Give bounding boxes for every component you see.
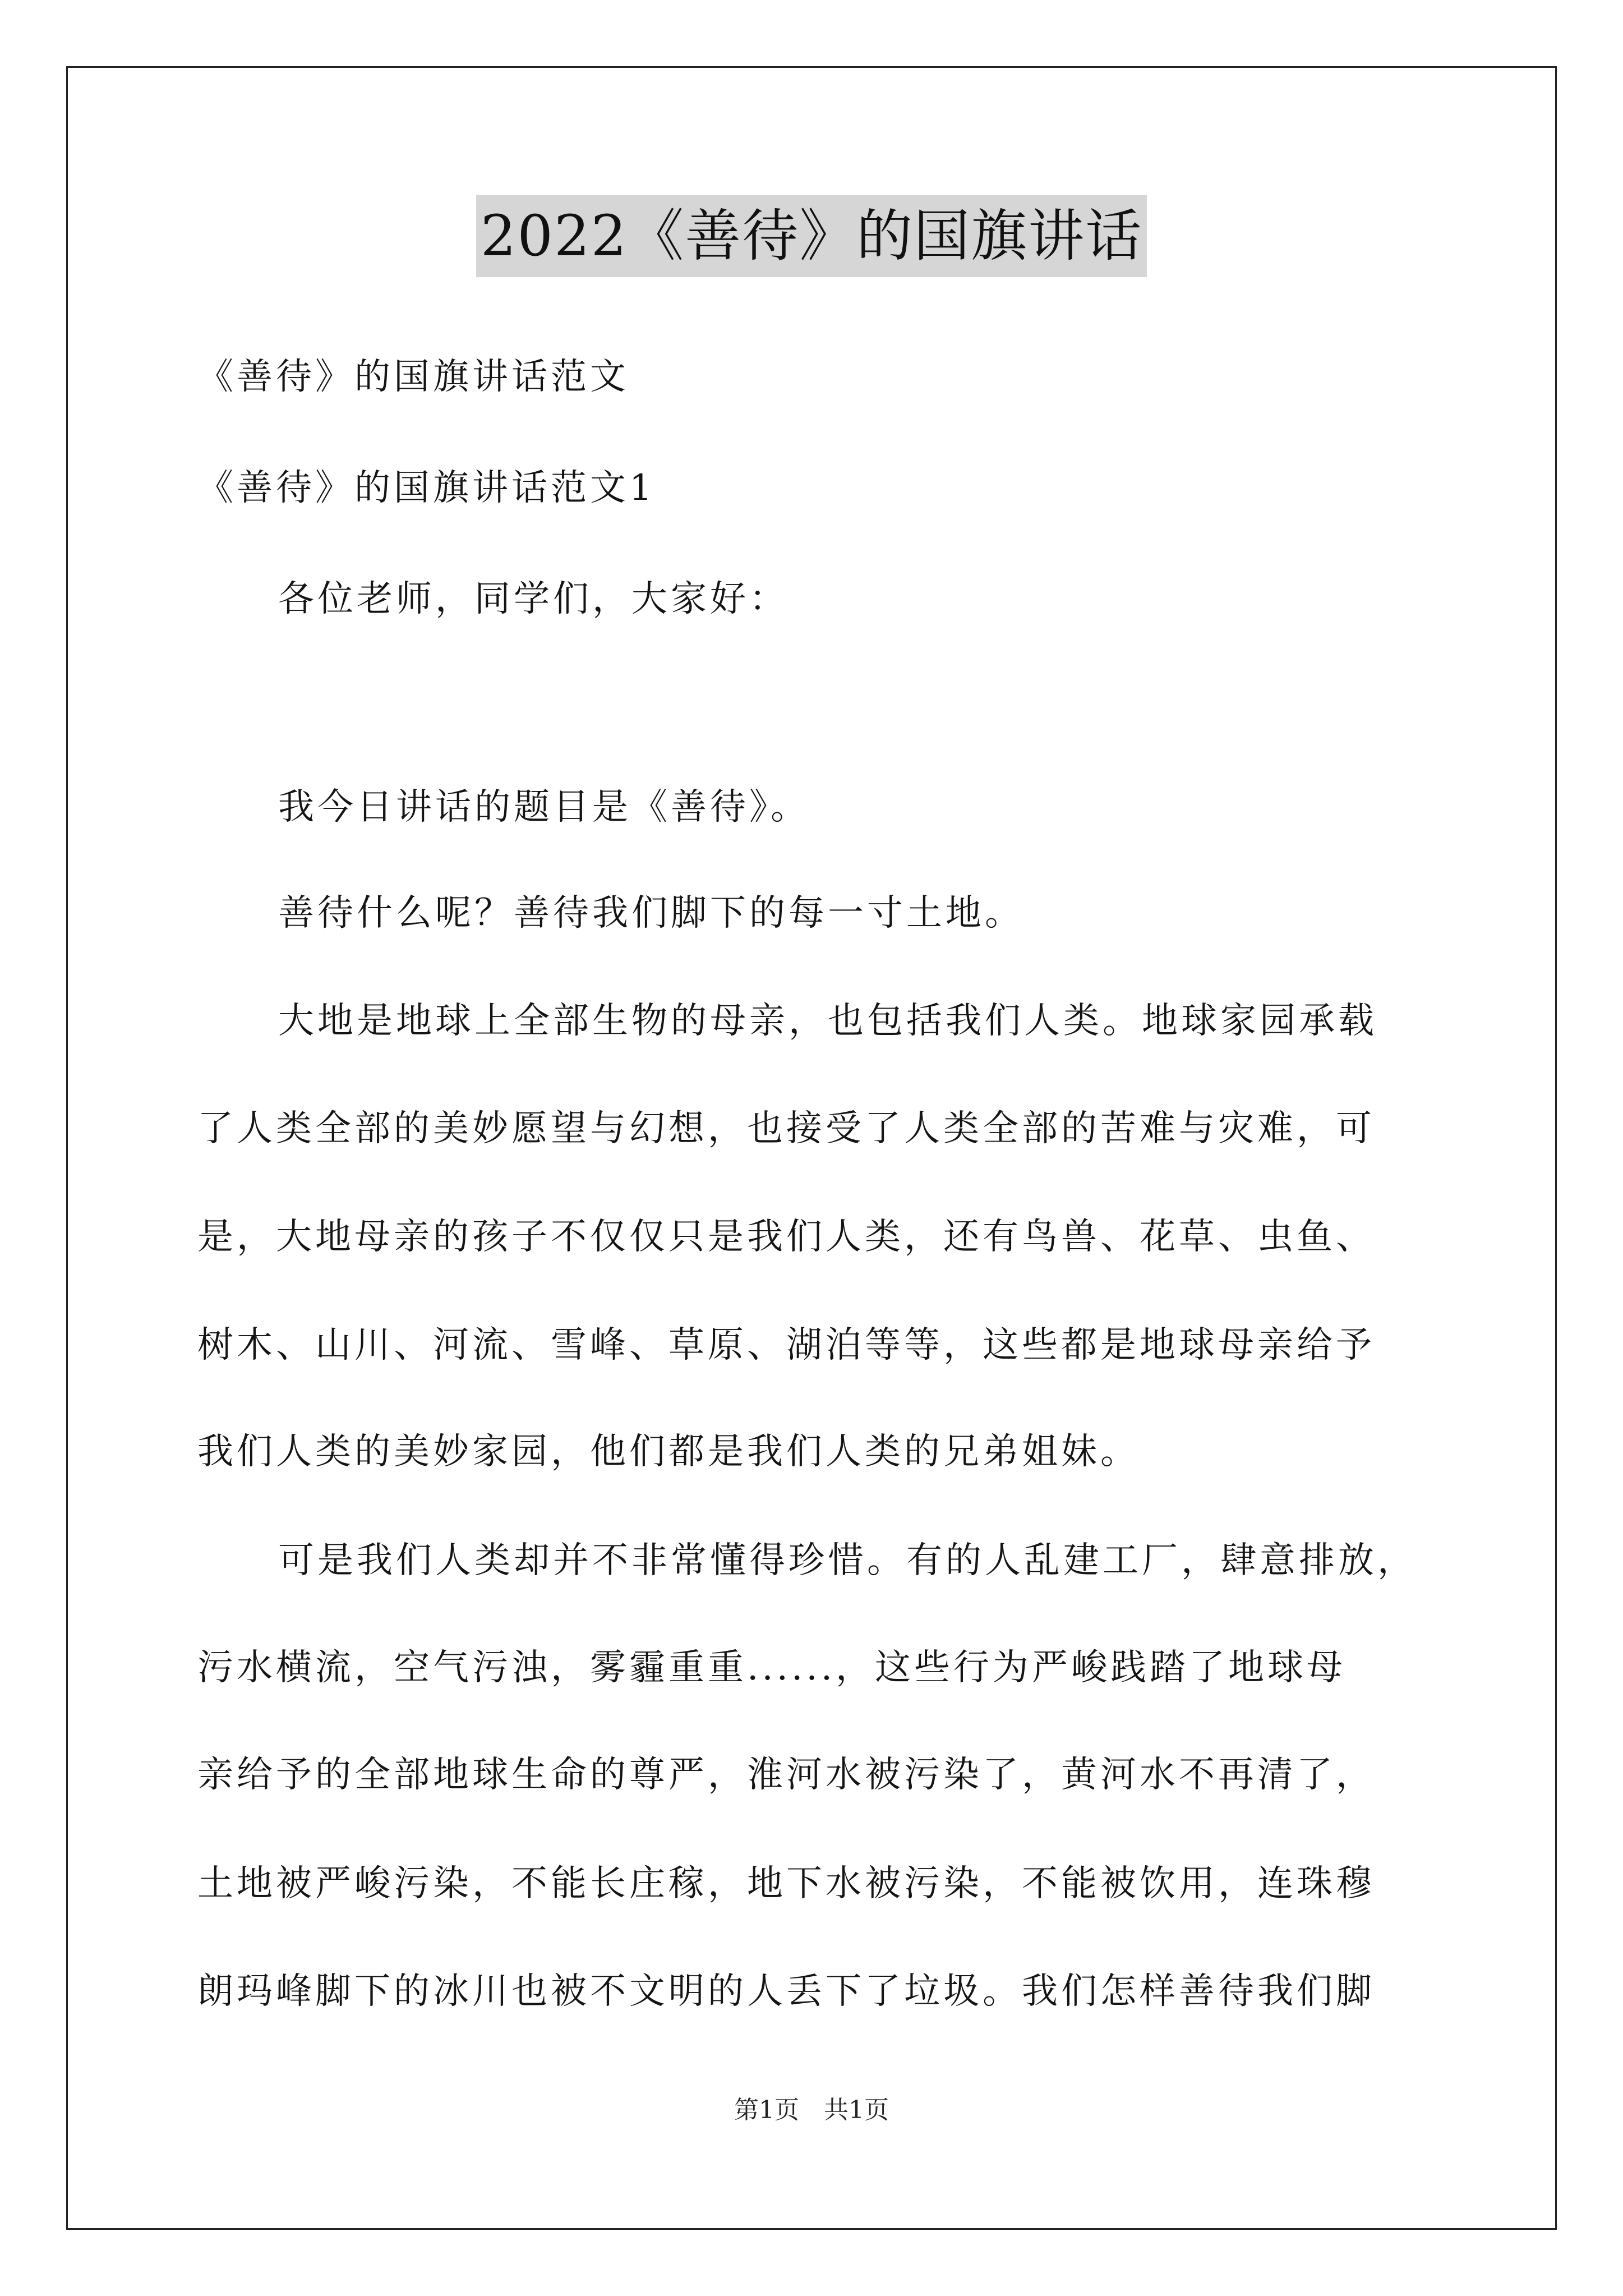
subtitle-line: 《善待》的国旗讲话范文1 [197, 467, 656, 509]
paragraph-line: 我们人类的美妙家园，他们都是我们人类的兄弟姐妹。 [197, 1431, 1140, 1473]
paragraph-line: 我今日讲话的题目是《善待》。 [278, 786, 810, 828]
paragraph-line: 是，大地母亲的孩子不仅仅只是我们人类，还有鸟兽、花草、虫鱼、 [197, 1216, 1375, 1258]
document-title: 2022《善待》的国旗讲话 [476, 195, 1147, 277]
paragraph-line: 了人类全部的美妙愿望与幻想，也接受了人类全部的苦难与灾难，可 [197, 1108, 1375, 1149]
greeting-line: 各位老师，同学们，大家好： [278, 578, 789, 620]
title-container [0, 195, 1623, 277]
paragraph-line: 朗玛峰脚下的冰川也被不文明的人丢下了垃圾。我们怎样善待我们脚 [197, 1971, 1375, 2012]
paragraph-line: 污水横流，空气污浊，雾霾重重......，这些行为严峻践踏了地球母 [197, 1647, 1347, 1688]
subtitle-line: 《善待》的国旗讲话范文 [197, 356, 629, 398]
paragraph-line: 善待什么呢？善待我们脚下的每一寸土地。 [278, 892, 1024, 934]
paragraph-line: 亲给予的全部地球生命的尊严，淮河水被污染了，黄河水不再清了， [197, 1754, 1375, 1796]
paragraph-line: 可是我们人类却并不非常懂得珍惜。有的人乱建工厂，肆意排放， [278, 1540, 1417, 1581]
page-footer: 第1页 共1页 [734, 2096, 889, 2124]
paragraph-line: 树木、山川、河流、雪峰、草原、湖泊等等，这些都是地球母亲给予 [197, 1324, 1375, 1366]
paragraph-line: 土地被严峻污染，不能长庄稼，地下水被污染，不能被饮用，连珠穆 [197, 1863, 1375, 1904]
paragraph-line: 大地是地球上全部生物的母亲，也包括我们人类。地球家园承载 [278, 1000, 1377, 1042]
